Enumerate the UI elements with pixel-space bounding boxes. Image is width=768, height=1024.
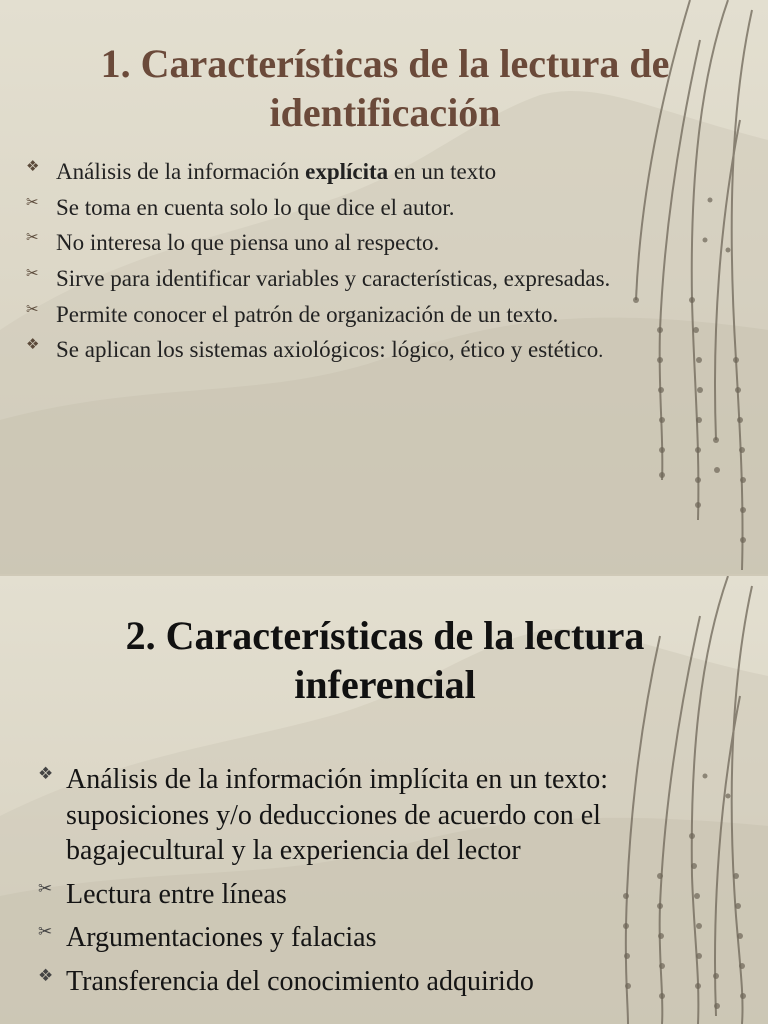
list-item: ❖ Se aplican los sistemas axiológicos: lógico, ético y estético. <box>26 335 604 363</box>
scissors-bullet-icon: ✂ <box>26 299 39 318</box>
slide-1-bullet-list <box>26 156 728 370</box>
list-item: ❖ Análisis de la información explícita en un texto <box>26 157 497 184</box>
diamond-bullet-icon: ❖ <box>26 335 40 354</box>
scissors-bullet-icon: ✂ <box>26 228 39 247</box>
list-item: ✂ Sirve para identificar variables y características, expresadas. <box>26 263 611 291</box>
slide-1-title: 1. Características de la lectura de identificación <box>100 41 670 135</box>
slide-2-title: 2. Características de la lectura inferencial <box>125 613 645 707</box>
list-item: ❖ Análisis de la información implícita en un texto: suposiciones y/o deducciones de acuerdo con el bagajecultural y la experiencia del lector <box>38 764 608 867</box>
scissors-bullet-icon: ✂ <box>38 878 53 899</box>
diamond-bullet-icon: ❖ <box>26 157 40 175</box>
scissors-bullet-icon: ✂ <box>26 192 39 211</box>
diamond-bullet-icon: ❖ <box>38 965 54 986</box>
list-item: ✂ No interesa lo que piensa uno al respecto. <box>26 228 440 256</box>
diamond-bullet-icon: ❖ <box>38 764 54 784</box>
slide-2-bullet-list <box>38 762 658 1007</box>
list-item: ✂ Permite conocer el patrón de organización de un texto. <box>26 299 559 327</box>
list-item: ✂ Argumentaciones y falacias <box>38 922 377 954</box>
scissors-bullet-icon: ✂ <box>38 922 53 943</box>
list-item: ❖ Transferencia del conocimiento adquirido <box>38 965 534 997</box>
list-item: ✂ Se toma en cuenta solo lo que dice el autor. <box>26 192 455 220</box>
list-item: ✂ Lectura entre líneas <box>38 878 287 910</box>
slide-2 <box>0 576 768 1024</box>
scissors-bullet-icon: ✂ <box>26 263 39 282</box>
